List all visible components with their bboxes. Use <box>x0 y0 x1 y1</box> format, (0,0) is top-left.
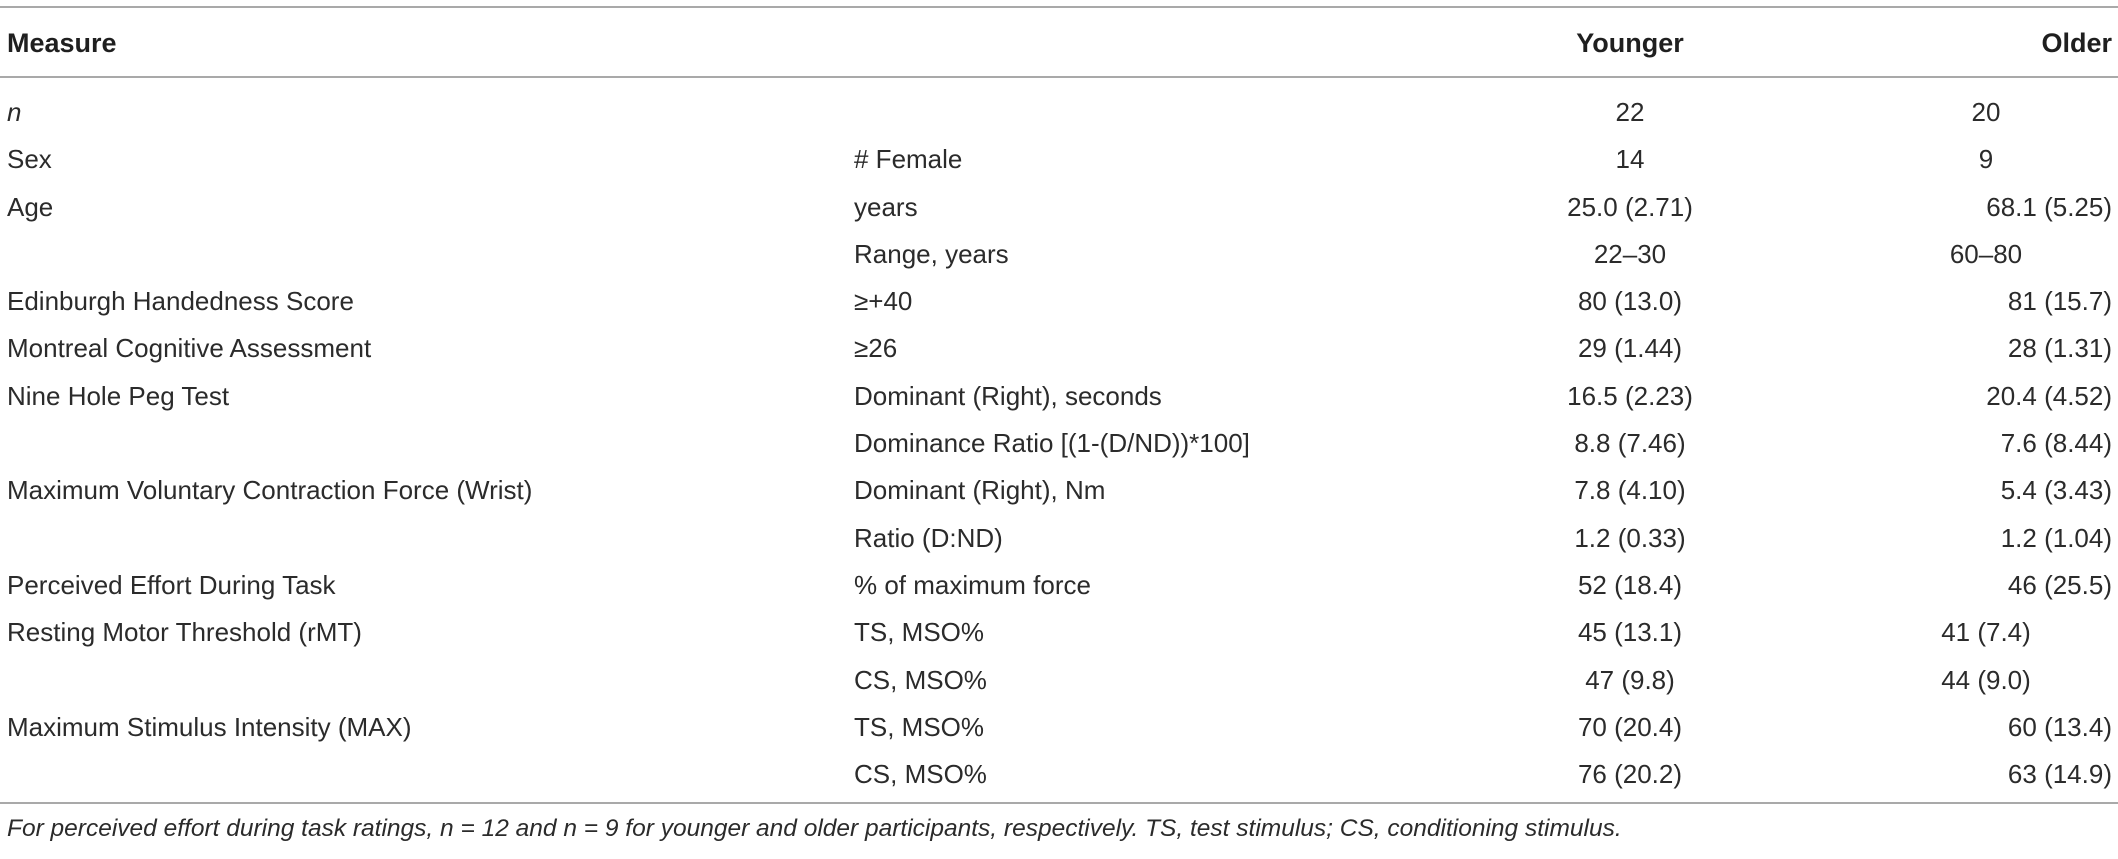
row-younger: 1.2 (0.33) <box>1574 522 1686 553</box>
row-younger: 29 (1.44) <box>1577 333 1683 364</box>
row-sub: CS, MSO% <box>854 664 987 695</box>
row-younger: 8.8 (7.46) <box>1574 428 1686 459</box>
header-younger: Younger <box>1576 28 1684 58</box>
table-header <box>0 8 2118 76</box>
row-measure: Maximum Stimulus Intensity (MAX) <box>7 711 412 742</box>
row-older: 7.6 (8.44) <box>2000 428 2112 459</box>
row-younger: 76 (20.2) <box>1577 759 1683 790</box>
row-measure: n <box>7 97 22 127</box>
row-older: 46 (25.5) <box>2007 569 2112 600</box>
row-younger: 7.8 (4.10) <box>1574 475 1686 506</box>
row-older: 60–80 <box>1949 238 2023 269</box>
table-row <box>0 615 2118 662</box>
table-row <box>0 190 2118 237</box>
row-younger: 45 (13.1) <box>1577 617 1683 648</box>
row-younger: 14 <box>1615 144 1645 175</box>
header-older: Older <box>2041 28 2112 58</box>
row-older: 63 (14.9) <box>2007 759 2112 790</box>
table-row <box>0 663 2118 710</box>
row-younger: 25.0 (2.71) <box>1567 191 1693 222</box>
table-row <box>0 473 2118 520</box>
row-younger: 22–30 <box>1593 238 1667 269</box>
table-row <box>0 331 2118 378</box>
row-measure: Perceived Effort During Task <box>7 569 336 600</box>
table-body <box>0 95 2118 804</box>
table-row <box>0 95 2118 142</box>
row-younger: 80 (13.0) <box>1577 286 1683 317</box>
row-sub: years <box>854 191 918 222</box>
row-sub: ≥26 <box>854 333 898 364</box>
table-row <box>0 568 2118 615</box>
row-older: 28 (1.31) <box>2007 333 2112 364</box>
bottom-rule <box>0 802 2118 804</box>
row-measure: Montreal Cognitive Assessment <box>7 333 372 364</box>
table-row <box>0 237 2118 284</box>
row-older: 9 <box>1978 144 1994 175</box>
row-younger: 22 <box>1615 97 1645 127</box>
row-younger: 52 (18.4) <box>1577 569 1683 600</box>
row-sub: Dominance Ratio [(1-(D/ND))*100] <box>854 428 1250 459</box>
row-older: 81 (15.7) <box>2007 286 2112 317</box>
header-measure: Measure <box>7 28 117 58</box>
row-measure: Resting Motor Threshold (rMT) <box>7 617 362 648</box>
table-row <box>0 757 2118 804</box>
row-sub: TS, MSO% <box>854 711 985 742</box>
table-row <box>0 710 2118 757</box>
table-footnote: For perceived effort during task ratings, n = 12 and n = 9 for younger and older participants, respectively. TS, test stimulus; CS, conditioning stimulus. <box>7 815 1622 842</box>
row-younger: 16.5 (2.23) <box>1567 380 1693 411</box>
row-measure: Nine Hole Peg Test <box>7 380 230 411</box>
row-sub: Dominant (Right), Nm <box>854 475 1106 506</box>
row-sub: TS, MSO% <box>854 617 985 648</box>
row-younger: 47 (9.8) <box>1585 664 1675 695</box>
row-sub: Ratio (D:ND) <box>854 522 1003 553</box>
row-sub: ≥+40 <box>854 286 913 317</box>
table-row <box>0 521 2118 568</box>
row-younger: 70 (20.4) <box>1577 711 1683 742</box>
row-older: 5.4 (3.43) <box>2000 475 2112 506</box>
row-older: 41 (7.4) <box>1941 617 2031 648</box>
row-sub: Range, years <box>854 238 1009 269</box>
row-older: 1.2 (1.04) <box>2000 522 2112 553</box>
row-measure: Age <box>7 191 54 222</box>
row-measure: Sex <box>7 144 52 175</box>
row-older: 44 (9.0) <box>1941 664 2031 695</box>
header-rule <box>0 76 2118 78</box>
row-older: 68.1 (5.25) <box>1986 191 2112 222</box>
row-older: 20 <box>1971 97 2001 127</box>
table-row <box>0 379 2118 426</box>
table-row <box>0 142 2118 189</box>
row-sub: % of maximum force <box>854 569 1091 600</box>
row-sub: CS, MSO% <box>854 759 987 790</box>
row-sub: # Female <box>854 144 963 175</box>
table-row <box>0 284 2118 331</box>
table-row <box>0 426 2118 473</box>
row-sub: Dominant (Right), seconds <box>854 380 1162 411</box>
row-older: 60 (13.4) <box>2007 711 2112 742</box>
row-measure: Maximum Voluntary Contraction Force (Wrist) <box>7 475 533 506</box>
row-older: 20.4 (4.52) <box>1986 380 2112 411</box>
row-measure: Edinburgh Handedness Score <box>7 286 354 317</box>
